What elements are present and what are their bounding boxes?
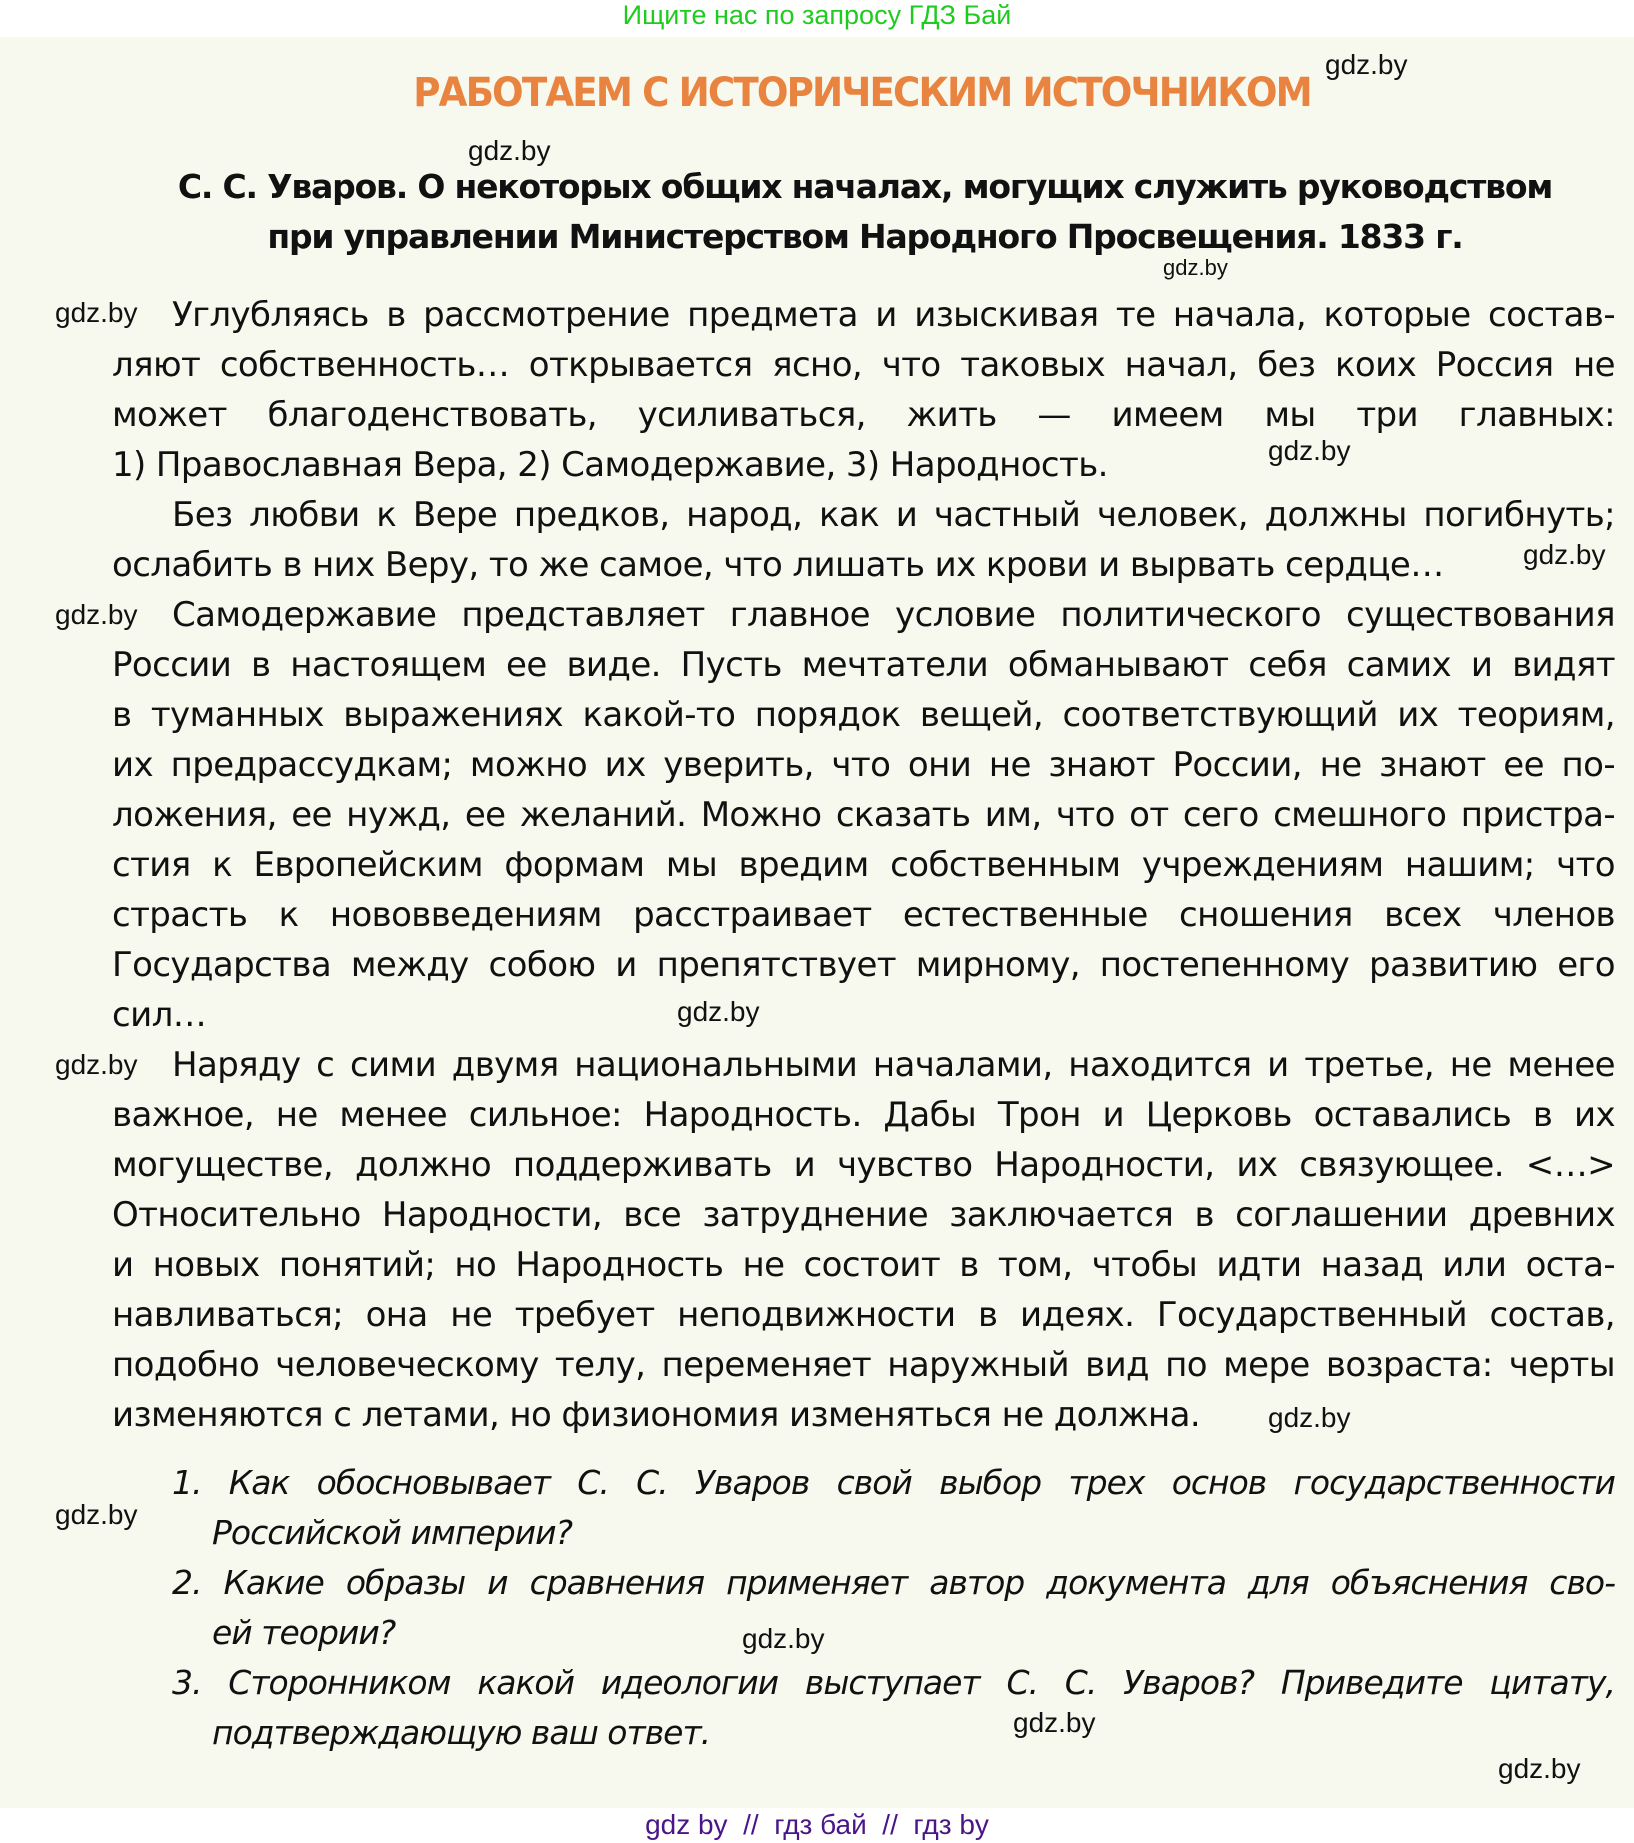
document-title-line: С. С. Уваров. О некоторых общих началах, могущих служить руководством <box>177 167 1553 206</box>
search-banner: Ищите нас по запросу ГДЗ Бай <box>622 0 1012 30</box>
watermark: gdz.by <box>742 1623 825 1654</box>
body-line: 1) Православная Вера, 2) Самодержавие, 3) Народность. <box>112 445 1108 485</box>
body-line: ослабить в них Веру, то же самое, что лишать их крови и вырвать сердце… <box>112 545 1444 585</box>
body-line: Углубляясь в рассмотрение предмета и изыскивая те начала, которые состав- <box>172 295 1615 335</box>
section-title: РАБОТАЕМ С ИСТОРИЧЕСКИМ ИСТОЧНИКОМ <box>413 70 1311 116</box>
body-line: Самодержавие представляет главное условие политического существования <box>172 595 1615 635</box>
watermark: gdz.by <box>1523 539 1606 570</box>
question-2: 2. Какие образы и сравнения применяет автор документа для объяснения сво- <box>172 1563 1615 1602</box>
watermark: gdz.by <box>1013 1707 1096 1738</box>
watermark: gdz.by <box>1163 255 1228 280</box>
question-3-cont: подтверждающую ваш ответ. <box>212 1713 711 1752</box>
watermark: gdz.by <box>55 1049 138 1080</box>
body-line: стия к Европейским формам мы вредим собственным учреждениям нашим; что <box>112 845 1615 885</box>
document-title-line: при управлении Министерством Народного Просвещения. 1833 г. <box>267 217 1463 256</box>
body-line: Государства между собою и препятствует мирному, постепенному развитию его <box>112 945 1615 985</box>
body-line: Без любви к Вере предков, народ, как и частный человек, должны погибнуть; <box>172 495 1615 535</box>
watermark: gdz.by <box>677 996 760 1027</box>
body-line: и новых понятий; но Народность не состоит в том, чтобы идти назад или оста- <box>112 1245 1615 1285</box>
body-line: ляют собственность… открывается ясно, что таковых начал, без коих Россия не <box>112 345 1615 385</box>
watermark: gdz.by <box>1325 49 1408 80</box>
body-line: страсть к нововведениям расстраивает естественные сношения всех членов <box>112 895 1615 935</box>
watermark: gdz.by <box>55 599 138 630</box>
body-line: Наряду с сими двумя национальными началами, находится и третье, не менее <box>172 1045 1615 1085</box>
footer-links: gdz by // гдз бай // гдз by <box>645 1809 989 1840</box>
question-2-cont: ей теории? <box>212 1613 396 1652</box>
watermark: gdz.by <box>1268 435 1351 466</box>
body-line: навливаться; она не требует неподвижности в идеях. Государственный состав, <box>112 1295 1615 1335</box>
body-line: сил… <box>112 995 207 1035</box>
watermark: gdz.by <box>1498 1753 1581 1784</box>
body-line: в туманных выражениях какой-то порядок вещей, соответствующий их теориям, <box>112 695 1615 735</box>
watermark: gdz.by <box>55 1499 138 1530</box>
question-1-cont: Российской империи? <box>212 1513 573 1552</box>
watermark: gdz.by <box>55 297 138 328</box>
body-line: их предрассудкам; можно их уверить, что они не знают России, не знают ее по- <box>112 745 1615 785</box>
body-line: ложения, ее нужд, ее желаний. Можно сказать им, что от сего смешного пристра- <box>112 795 1615 835</box>
body-line: Относительно Народности, все затруднение заключается в соглашении древних <box>112 1195 1615 1235</box>
watermark: gdz.by <box>1268 1402 1351 1433</box>
question-1: 1. Как обосновывает С. С. Уваров свой выбор трех основ государственности <box>172 1463 1615 1502</box>
document-title <box>130 162 1600 262</box>
question-3: 3. Сторонником какой идеологии выступает С. С. Уваров? Приведите цитату, <box>172 1663 1615 1702</box>
body-line: могуществе, должно поддерживать и чувство Народности, их связующее. <…> <box>112 1145 1615 1185</box>
body-line: изменяются с летами, но физиономия изменяться не должна. <box>112 1395 1201 1435</box>
body-line: может благоденствовать, усиливаться, жить — имеем мы три главных: <box>112 395 1615 435</box>
body-line: важное, не менее сильное: Народность. Дабы Трон и Церковь оставались в их <box>112 1095 1615 1135</box>
watermark: gdz.by <box>468 135 551 166</box>
body-line: подобно человеческому телу, переменяет наружный вид по мере возраста: черты <box>112 1345 1615 1385</box>
body-line: России в настоящем ее виде. Пусть мечтатели обманывают себя самих и видят <box>112 645 1615 685</box>
